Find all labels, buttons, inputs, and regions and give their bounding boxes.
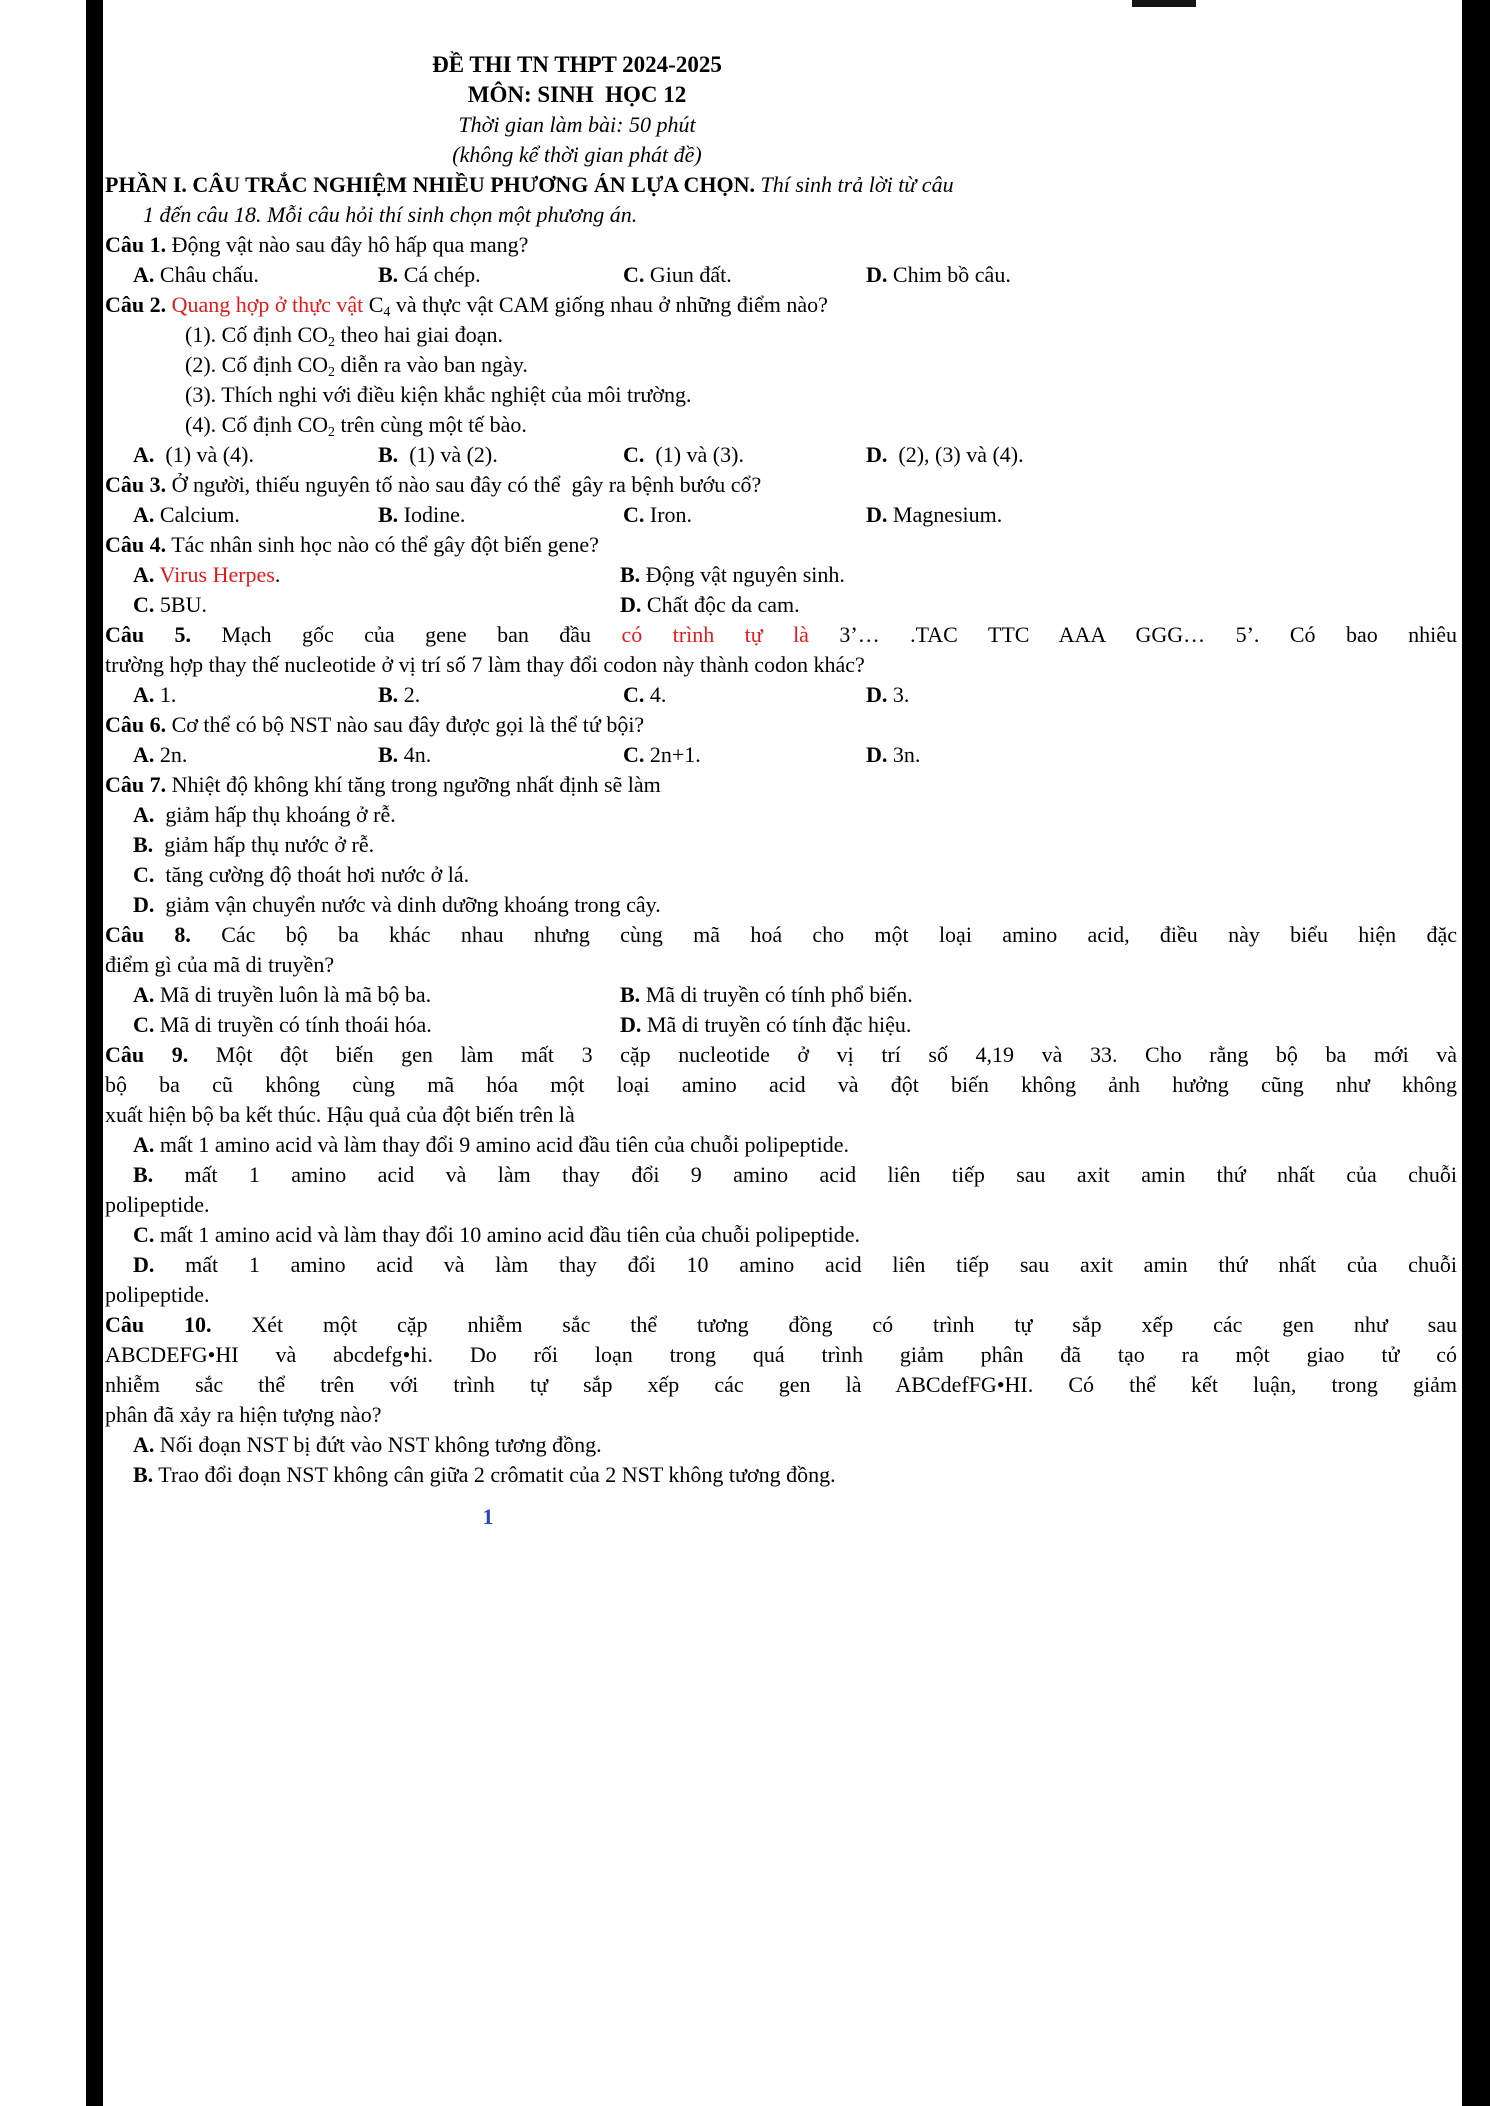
text-segment: Cá chép. [398,262,481,287]
option-cell [133,980,620,1010]
text-segment: và thực vật CAM giống nhau ở những điểm nào? [390,292,828,317]
text-segment: giảm hấp thụ nước ở rễ. [153,832,375,857]
text-segment: Iodine. [398,502,466,527]
text-segment: B. [620,562,641,587]
option-cell [620,560,1457,590]
text-segment: A. [133,982,155,1007]
q7-option-b [105,830,1457,860]
q7-option-c [105,860,1457,890]
text-segment: 4 [383,305,391,320]
text-segment: (2), (3) và (4). [887,442,1024,467]
text-segment: . [749,172,761,197]
text-segment: A. [133,502,155,527]
text-segment: B. [133,1162,154,1187]
text-segment: Câu 1. [105,232,167,257]
text-segment: B. [378,442,399,467]
text-segment: D. [866,442,888,467]
text-segment: Động vật nguyên sinh. [640,562,845,587]
text-segment: C. [623,442,645,467]
text-segment: C. [623,502,645,527]
text-segment: (2). Cố định CO [185,352,328,377]
q2-options [105,440,1457,470]
text-segment: (1). Cố định CO [185,322,328,347]
option-cell [378,740,623,770]
text-segment: giảm hấp thụ khoáng ở rễ. [154,802,396,827]
text-segment: D. [620,592,642,617]
text-segment: A. [133,1432,155,1457]
q10-stem-line1 [105,1310,1457,1340]
text-segment: Nối đoạn NST bị đứt vào NST không tương đồng. [154,1432,602,1457]
q9-stem-line1 [105,1040,1457,1070]
option-cell [623,680,866,710]
text-segment: D. [866,742,888,767]
text-segment: mất 1 amino acid và làm thay đổi 10 amino acid liên tiếp sau axit amin thứ nhất của chuỗi [154,1252,1457,1277]
option-cell [133,680,378,710]
text-segment: D. [866,502,888,527]
text-segment: 1 đến câu 18. Mỗi câu hỏi thí sinh chọn một phương án. [143,202,638,227]
text-segment: 4n. [398,742,432,767]
q9-option-b-line2 [105,1190,1457,1220]
text-segment: Một đột biến gen làm mất 3 cặp nucleotide ở vị trí số 4,19 và 33. Cho rằng bộ ba mới và [188,1042,1458,1067]
q9-option-d-line2 [105,1280,1457,1310]
q6-options [105,740,1457,770]
text-segment: bộ ba cũ không cùng mã hóa một loại amino acid và đột biến không ảnh hưởng cũng như không [105,1072,1457,1097]
text-segment: C. [623,682,645,707]
q9-stem-line2 [105,1070,1457,1100]
text-segment: B. [620,982,641,1007]
option-cell [866,260,1457,290]
text-segment: Ở người, thiếu nguyên tố nào sau đây có thể gây ra bệnh bướu cổ? [166,472,762,497]
text-segment: C. [133,1222,155,1247]
text-segment: ABCDEFG•HI và abcdefg•hi. Do rối loạn trong quá trình giảm phân đã tạo ra một giao tử có [105,1342,1457,1367]
text-segment: Tác nhân sinh học nào có thể gây đột biến gene? [166,532,599,557]
exam-subject [105,80,1049,110]
option-cell [623,440,866,470]
text-segment: 2n+1. [644,742,701,767]
text-segment: A. [133,682,155,707]
text-segment: Cơ thể có bộ NST nào sau đây được gọi là thể tứ bội? [166,712,645,737]
q10-option-a [105,1430,1457,1460]
text-segment: (1) và (2). [398,442,498,467]
q10-stem-line4 [105,1400,1457,1430]
text-segment: C [363,292,384,317]
option-cell [623,500,866,530]
q8-options-row1 [105,980,1457,1010]
text-segment: A. [133,742,155,767]
text-segment: A. [133,562,155,587]
q5-stem-line1 [105,620,1457,650]
q3-stem [105,470,1457,500]
text-segment: Câu 3. [105,472,167,497]
text-segment: C. [133,1012,155,1037]
text-segment: diễn ra vào ban ngày. [335,352,528,377]
q4-stem [105,530,1457,560]
text-segment: mất 1 amino acid và làm thay đổi 10 amino acid đầu tiên của chuỗi polipeptide. [154,1222,861,1247]
text-segment: theo hai giai đoạn. [335,322,504,347]
q4-options-row2 [105,590,1457,620]
option-cell [378,440,623,470]
option-cell [620,980,1457,1010]
text-segment: Magnesium. [887,502,1003,527]
text-segment: B. [378,262,399,287]
text-segment: Iron. [644,502,693,527]
q2-stem [105,290,1457,320]
text-segment: C. [133,592,155,617]
text-segment: Câu 6. [105,712,167,737]
highlighted-text: Virus Herpes [159,562,275,587]
q9-option-a [105,1130,1457,1160]
text-segment: C. [623,742,645,767]
option-cell [620,1010,1457,1040]
text-segment: 4. [644,682,667,707]
text-segment: B. [378,742,399,767]
text-segment: D. [133,892,155,917]
text-segment: Câu 10. [105,1312,212,1337]
text-segment: Các bộ ba khác nhau nhưng cùng mã hoá cho một loại amino acid, điều này biểu hiện đặc [190,922,1457,947]
text-segment: Câu 7. [105,772,167,797]
option-cell [866,680,1457,710]
text-segment: Câu 2. [105,292,167,317]
option-cell [866,440,1457,470]
option-cell [133,440,378,470]
text-segment: D. [620,1012,642,1037]
option-cell [133,590,620,620]
text-segment: mất 1 amino acid và làm thay đổi 9 amino acid liên tiếp sau axit amin thứ nhất của chuỗi [153,1162,1457,1187]
q5-options [105,680,1457,710]
q7-option-d [105,890,1457,920]
scan-edge-left [86,0,103,2106]
option-cell [133,560,620,590]
text-segment: MÔN: SINH HỌC 12 [467,82,687,107]
text-segment: 2 [328,365,335,380]
text-segment: Calcium. [154,502,240,527]
text-segment: điểm gì của mã di truyền? [105,952,335,977]
text-segment: trên cùng một tế bào. [335,412,527,437]
text-segment: (1) và (3). [644,442,744,467]
text-segment: 2 [328,335,335,350]
text-segment: nhiễm sắc thể trên với trình tự sắp xếp các gen là ABCdefFG•HI. Có thể kết luận, trong giảm [105,1372,1457,1397]
q10-stem-line2 [105,1340,1457,1370]
q10-option-b [105,1460,1457,1490]
q5-stem-line2 [105,650,1457,680]
q6-stem [105,710,1457,740]
highlighted-text: có trình tự là [621,622,809,647]
text-segment: D. [866,682,888,707]
text-segment: (3). Thích nghi với điều kiện khắc nghiệt của môi trường. [185,382,692,407]
text-segment: xuất hiện bộ ba kết thúc. Hậu quả của đột biến trên là [105,1102,575,1127]
text-segment: B. [133,832,154,857]
q9-option-c [105,1220,1457,1250]
scan-edge-right [1462,0,1490,2106]
text-segment: Thời gian làm bài: 50 phút [458,112,696,137]
text-segment: polipeptide. [105,1282,210,1307]
text-segment: Mã di truyền có tính thoái hóa. [154,1012,432,1037]
option-cell [378,260,623,290]
option-cell [378,680,623,710]
exam-duration [105,110,1049,140]
text-segment: Câu 4. [105,532,167,557]
text-segment: A. [133,262,155,287]
text-segment: A. [133,802,155,827]
option-cell [133,500,378,530]
q8-stem-line2 [105,950,1457,980]
text-segment: C. [623,262,645,287]
q10-stem-line3 [105,1370,1457,1400]
text-segment: Xét một cặp nhiễm sắc thể tương đồng có trình tự sắp xếp các gen như sau [211,1312,1457,1337]
exam-title [105,50,1049,80]
text-segment: tăng cường độ thoát hơi nước ở lá. [154,862,470,887]
text-segment: Chất độc da cam. [641,592,800,617]
option-cell [623,260,866,290]
text-segment: 2 [328,425,335,440]
document-content [105,50,1457,1490]
text-segment: Mã di truyền có tính phổ biến. [640,982,913,1007]
q8-stem-line1 [105,920,1457,950]
option-cell [133,1010,620,1040]
text-segment: Câu 8. [105,922,191,947]
text-segment: (không kể thời gian phát đề) [452,142,702,167]
q1-stem [105,230,1457,260]
text-segment: 3. [887,682,910,707]
text-segment: D. [133,1252,155,1277]
q3-options [105,500,1457,530]
text-segment: Mã di truyền có tính đặc hiệu. [641,1012,912,1037]
scan-artifact-top [1132,0,1196,7]
text-segment: B. [378,682,399,707]
text-segment: Thí sinh trả lời từ câu [760,172,954,197]
text-segment: Câu 9. [105,1042,189,1067]
option-cell [866,500,1457,530]
q2-item-1 [185,320,1457,350]
q1-options [105,260,1457,290]
q4-options-row1 [105,560,1457,590]
q7-stem [105,770,1457,800]
text-segment: giảm vận chuyển nước và dinh dưỡng khoáng trong cây. [154,892,661,917]
text-segment: (4). Cố định CO [185,412,328,437]
text-segment: 5BU. [154,592,207,617]
text-segment: 2. [398,682,421,707]
section1-heading-line1 [105,170,1457,200]
text-segment: A. [133,1132,155,1157]
text-segment: B. [378,502,399,527]
q9-stem-line3 [105,1100,1457,1130]
text-segment: Giun đất. [644,262,732,287]
text-segment: Mã di truyền luôn là mã bộ ba. [154,982,432,1007]
text-segment: polipeptide. [105,1192,210,1217]
option-cell [133,740,378,770]
text-segment: D. [866,262,888,287]
text-segment: Động vật nào sau đây hô hấp qua mang? [166,232,529,257]
text-segment: 3’… .TAC TTC AAA GGG… 5’. Có bao nhiêu [808,622,1458,647]
text-segment: Câu 5. [105,622,192,647]
text-segment: mất 1 amino acid và làm thay đổi 9 amino acid đầu tiên của chuỗi polipeptide. [154,1132,850,1157]
text-segment: Chim bồ câu. [887,262,1011,287]
option-cell [620,590,1457,620]
text-segment: 3n. [887,742,921,767]
option-cell [866,740,1457,770]
text-segment: trường hợp thay thế nucleotide ở vị trí số 7 làm thay đổi codon này thành codon khác? [105,652,865,677]
text-segment: A. [133,442,155,467]
q8-options-row2 [105,1010,1457,1040]
highlighted-text: Quang hợp ở thực vật [171,292,364,317]
page-number: 1 [482,1504,494,1529]
q9-option-b-line1 [105,1160,1457,1190]
option-cell [133,260,378,290]
text-segment: C. [133,862,155,887]
text-segment: PHẦN I. CÂU TRẮC NGHIỆM NHIỀU PHƯƠNG ÁN LỰA CHỌN [105,172,750,197]
section1-heading-line2 [143,200,1457,230]
option-cell [378,500,623,530]
text-segment: B. [133,1462,154,1487]
text-segment: Mạch gốc của gene ban đầu [191,622,622,647]
q2-item-3 [185,380,1457,410]
text-segment: ĐỀ THI TN THPT 2024-2025 [432,52,722,77]
q7-option-a [105,800,1457,830]
q2-item-2 [185,350,1457,380]
text-segment: Châu chấu. [154,262,259,287]
option-cell [623,740,866,770]
text-segment: 2n. [154,742,188,767]
text-segment: (1) và (4). [154,442,254,467]
text-segment: phân đã xảy ra hiện tượng nào? [105,1402,382,1427]
text-segment: Nhiệt độ không khí tăng trong ngưỡng nhất định sẽ làm [166,772,661,797]
text-segment: . [274,562,281,587]
text-segment: Trao đổi đoạn NST không cân giữa 2 crômatit của 2 NST không tương đồng. [153,1462,836,1487]
q9-option-d-line1 [105,1250,1457,1280]
q2-item-4 [185,410,1457,440]
text-segment: 1. [154,682,177,707]
exam-note [105,140,1049,170]
